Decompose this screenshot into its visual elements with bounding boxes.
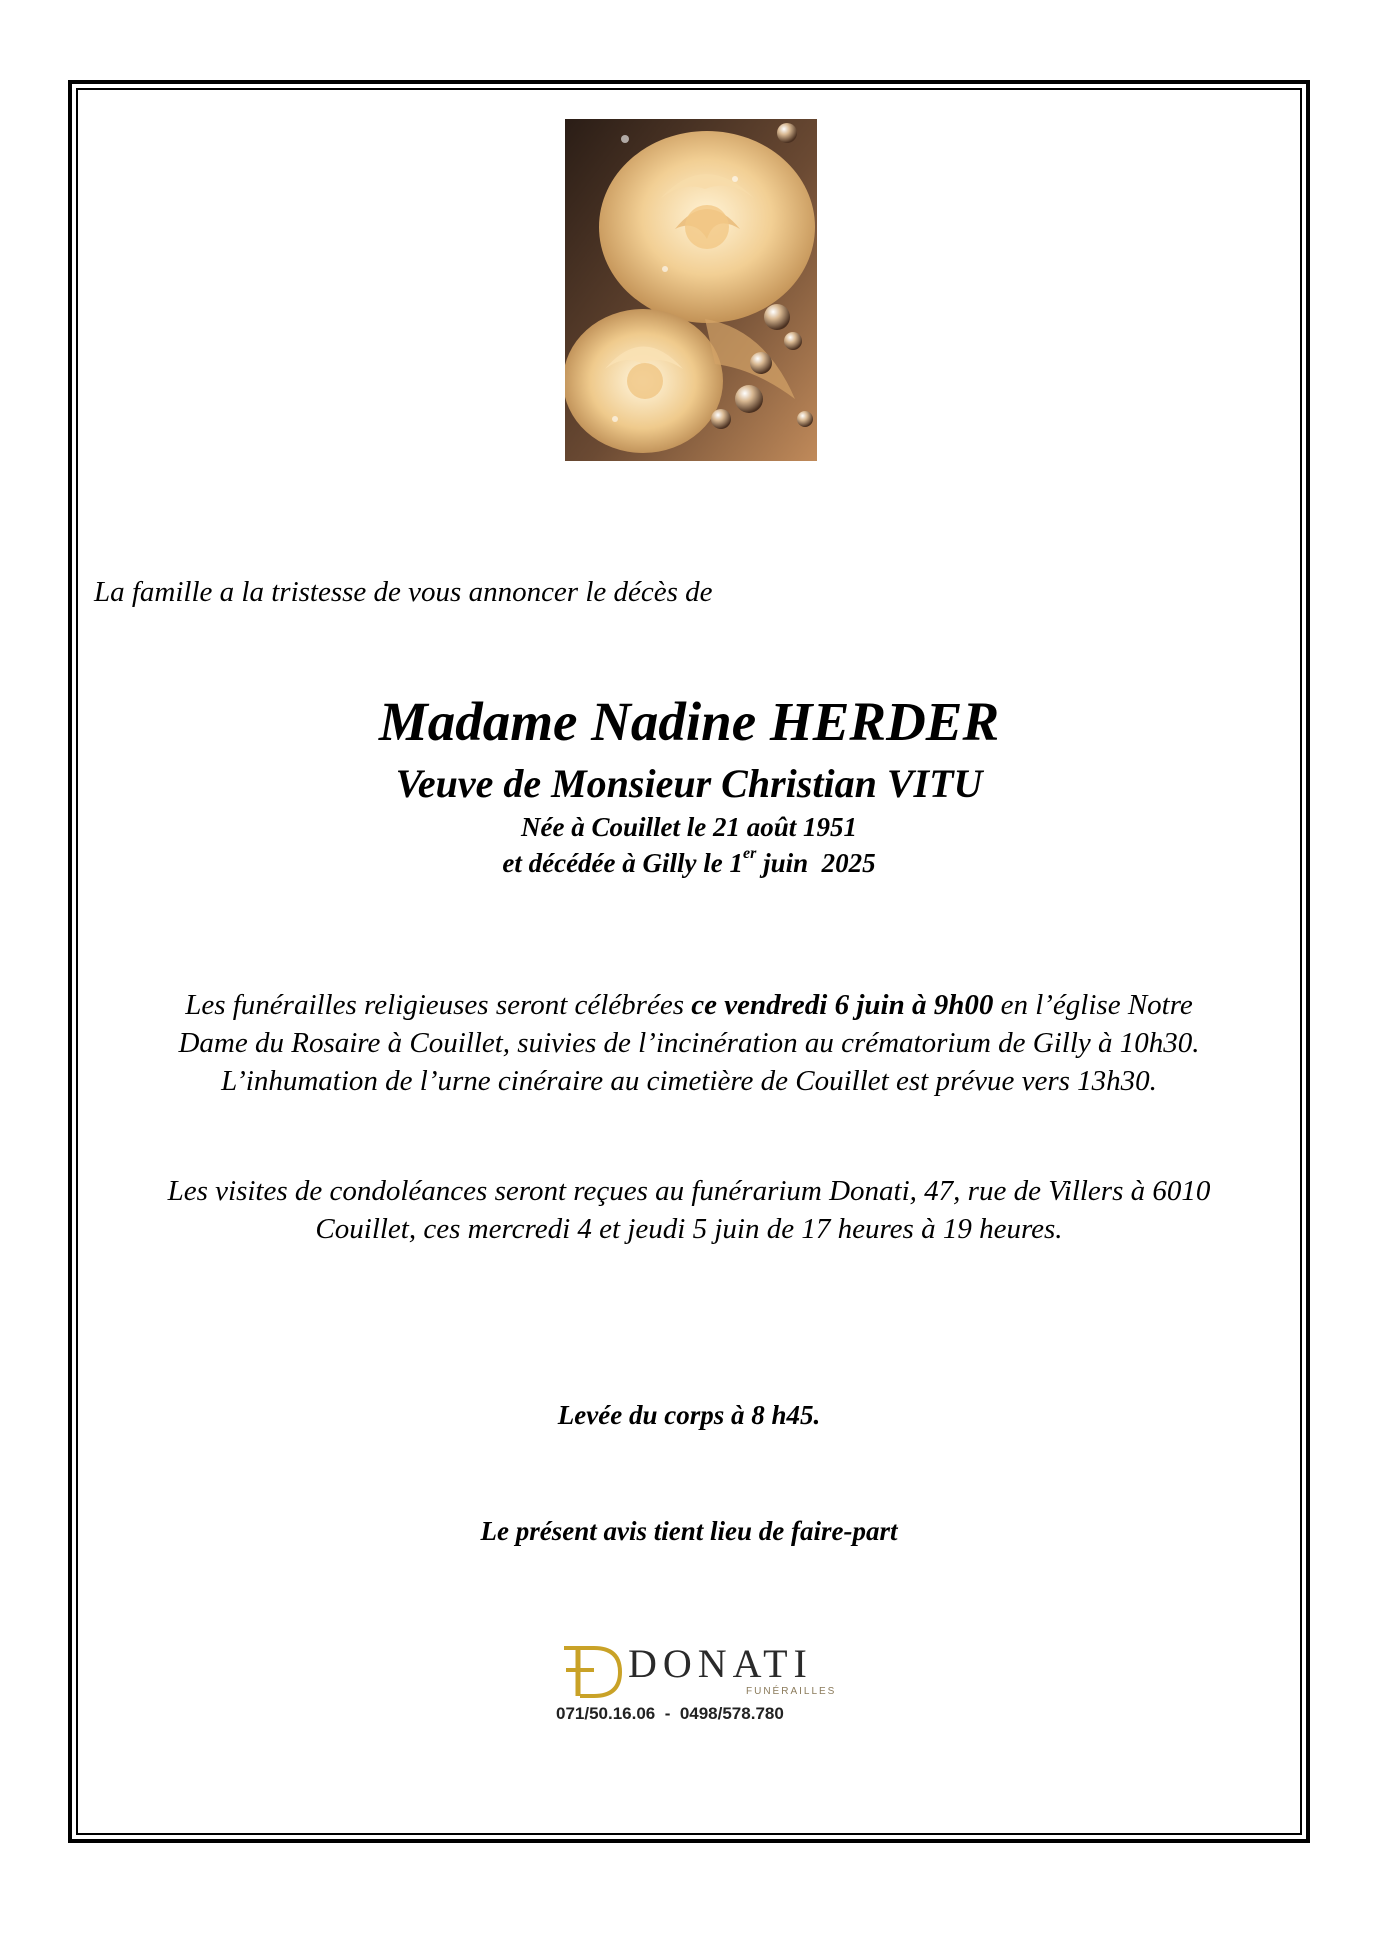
donati-monogram-icon [560,1642,624,1702]
logo-phones: 071/50.16.06 - 0498/578.780 [556,1704,784,1723]
levee-text: Levée du corps à 8 h45. [557,1400,821,1430]
birth-info: Née à Couillet le 21 août 1951 [521,812,857,842]
intro-text: La famille a la tristesse de vous annoncer le décès de [94,576,713,608]
death-info-sup: er [743,845,757,862]
donati-logo [556,1640,837,1740]
death-info-prefix: et décédée à Gilly le 1 [502,848,743,878]
rose-photo [565,119,817,461]
logo-name: DONATI [628,1641,813,1686]
deceased-name: Madame Nadine HERDER [378,691,1000,752]
funeral-text-after: en l’église Notre Dame du Rosaire à Couillet, suivies de l’incinération au crématorium de Gilly à 10h30. [178,989,1200,1059]
visits-paragraph [80,1172,1298,1248]
logo-subtitle: FUNÉRAILLES [746,1686,837,1697]
funeral-text-before: Les funérailles religieuses seront célébrées [185,989,692,1021]
visits-line-1: Les visites de condoléances seront reçues au funérarium Donati, 47, rue de Villers à 6010 [167,1175,1211,1207]
death-info [80,845,1298,879]
funeral-paragraph [80,986,1298,1100]
death-info-suffix: juin 2025 [756,848,876,878]
funeral-line-3: L’inhumation de l’urne cinéraire au cimetière de Couillet est prévue vers 13h30. [221,1065,1157,1097]
widow-of: Veuve de Monsieur Christian VITU [395,761,983,806]
funeral-date: ce vendredi 6 juin à 9h00 [691,989,994,1021]
visits-line-2: Couillet, ces mercredi 4 et jeudi 5 juin de 17 heures à 19 heures. [315,1213,1063,1245]
notice-text: Le présent avis tient lieu de faire-part [480,1516,898,1546]
